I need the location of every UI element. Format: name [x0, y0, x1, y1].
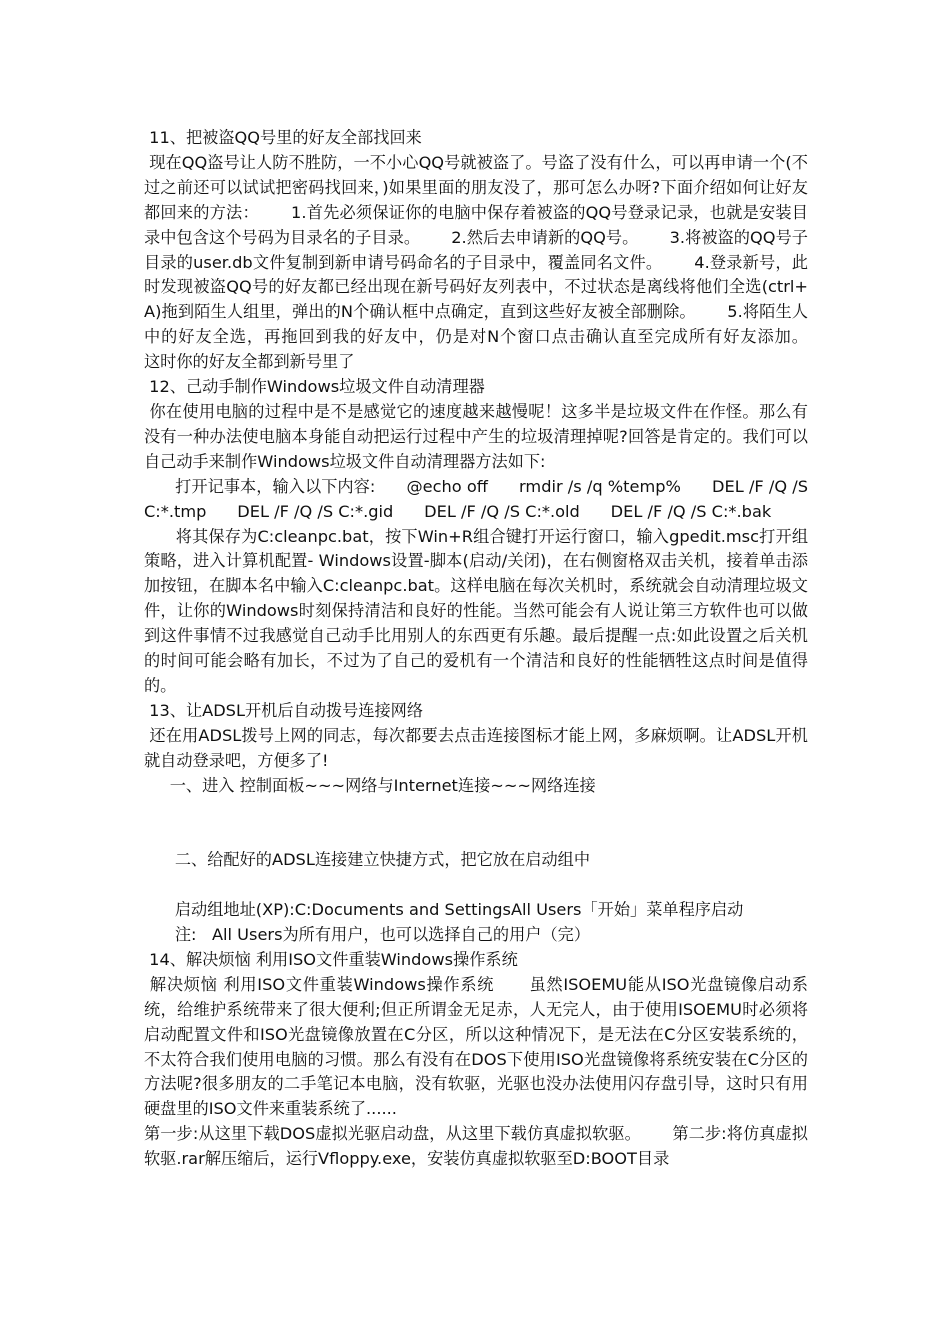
section-heading-13: 13、让ADSL开机后自动拨号连接网络 [144, 700, 424, 720]
paragraph-adsl-step-2: 二、给配好的ADSL连接建立快捷方式，把它放在启动组中 [144, 850, 591, 870]
document-body [144, 126, 839, 1172]
blank-space [144, 873, 808, 898]
section-heading-14: 14、解决烦恼 利用ISO文件重装Windows操作系统 [144, 949, 518, 969]
paragraph-startup-path: 启动组地址(XP):C:Documents and SettingsAll Users「开始」菜单程序启动 [144, 900, 744, 920]
paragraph-junk-cleaner-intro: 你在使用电脑的过程中是不是感觉它的速度越来越慢呢！这多半是垃圾文件在作怪。那么有没有一种办法使电脑本身能自动把运行过程中产生的垃圾清理掉呢?回答是肯定的。我们可以自己动手来制作Windows垃圾文件自动清理器方法如下: [144, 401, 808, 471]
paragraph-batch-script: 打开记事本，输入以下内容: @echo off rmdir /s /q %temp% DEL /F /Q /S C:*.tmp DEL /F /Q /S C:*.gid DEL /F /Q /S C:*.old DEL /F /Q /S C:*.bak [144, 476, 814, 521]
blank-space [144, 798, 808, 848]
section-heading-12: 12、己动手制作Windows垃圾文件自动清理器 [144, 377, 485, 397]
paragraph-gpedit-setup: 将其保存为C:cleanpc.bat，按下Win+R组合键打开运行窗口，输入gpedit.msc打开组策略，进入计算机配置- Windows设置-脚本(启动/关闭)，在右侧窗格双击关机，接着单击添加按钮，在脚本名中输入C:cleanpc.bat。这样电脑在每次关机时，系统就会自动清理垃圾文件，让你的Windows时刻保持清洁和良好的性能。当然可能会有人说让第三方软件也可以做到这件事情不过我感觉自己动手比用别人的东西更有乐趣。最后提醒一点:如此设置之后关机的时间可能会略有加长，不过为了自己的爱机有一个清洁和良好的性能牺牲这点时间是值得的。 [144, 526, 809, 695]
paragraph-qq-recovery: 现在QQ盗号让人防不胜防，一不小心QQ号就被盗了。号盗了没有什么，可以再申请一个(不过之前还可以试试把密码找回来，)如果里面的朋友没了，那可怎么办呀?下面介绍如何让好友都回来的方法： 1.首先必须保证你的电脑中保存着被盗的QQ号登录记录，也就是安装目录中包含这个号码为目录名的子目录。 2.然后去申请新的QQ号。 3.将被盗的QQ号子目录的user.db文件复制到新申请号码命名的子目录中，覆盖同名文件。 4.登录新号，此时发现被盗QQ号的好友都已经出现在新号码好友列表中，不过状态是离线将他们全选(ctrl+A)拖到陌生人组里，弹出的N个确认框中点确定，直到这些好友被全部删除。 5.将陌生人中的好友全选，再拖回到我的好友中，仍是对N个窗口点击确认直至完成所有好友添加。 这时你的好友全都到新号里了 [144, 152, 839, 372]
paragraph-adsl-step-1: 一、进入 控制面板~~~网络与Internet连接~~~网络连接 [144, 775, 596, 795]
paragraph-all-users-note: 注: All Users为所有用户，也可以选择自己的用户（完） [144, 924, 591, 944]
section-heading-11: 11、把被盗QQ号里的好友全部找回来 [144, 128, 422, 147]
paragraph-iso-intro: 解决烦恼 利用ISO文件重装Windows操作系统 虽然ISOEMU能从ISO光盘镜像启动系统，给维护系统带来了很大便利;但正所谓金无足赤，人无完人，由于使用ISOEMU时必须将启动配置文件和ISO光盘镜像放置在C分区，所以这种情况下，是无法在C分区安装系统的，不太符合我们使用电脑的习惯。那么有没有在DOS下使用ISO光盘镜像将系统安装在C分区的方法呢?很多朋友的二手笔记本电脑，没有软驱，光驱也没办法使用闪存盘引导，这时只有用硬盘里的ISO文件来重装系统了...... [144, 974, 808, 1119]
paragraph-adsl-intro: 还在用ADSL拨号上网的同志，每次都要去点击连接图标才能上网，多麻烦啊。让ADSL开机就自动登录吧，方便多了! [144, 725, 808, 770]
paragraph-iso-steps: 第一步:从这里下载DOS虚拟光驱启动盘，从这里下载仿真虚拟软驱。 第二步:将仿真虚拟软驱.rar解压缩后，运行Vfloppy.exe，安装仿真虚拟软驱至D:BOOT目录 [144, 1124, 808, 1169]
